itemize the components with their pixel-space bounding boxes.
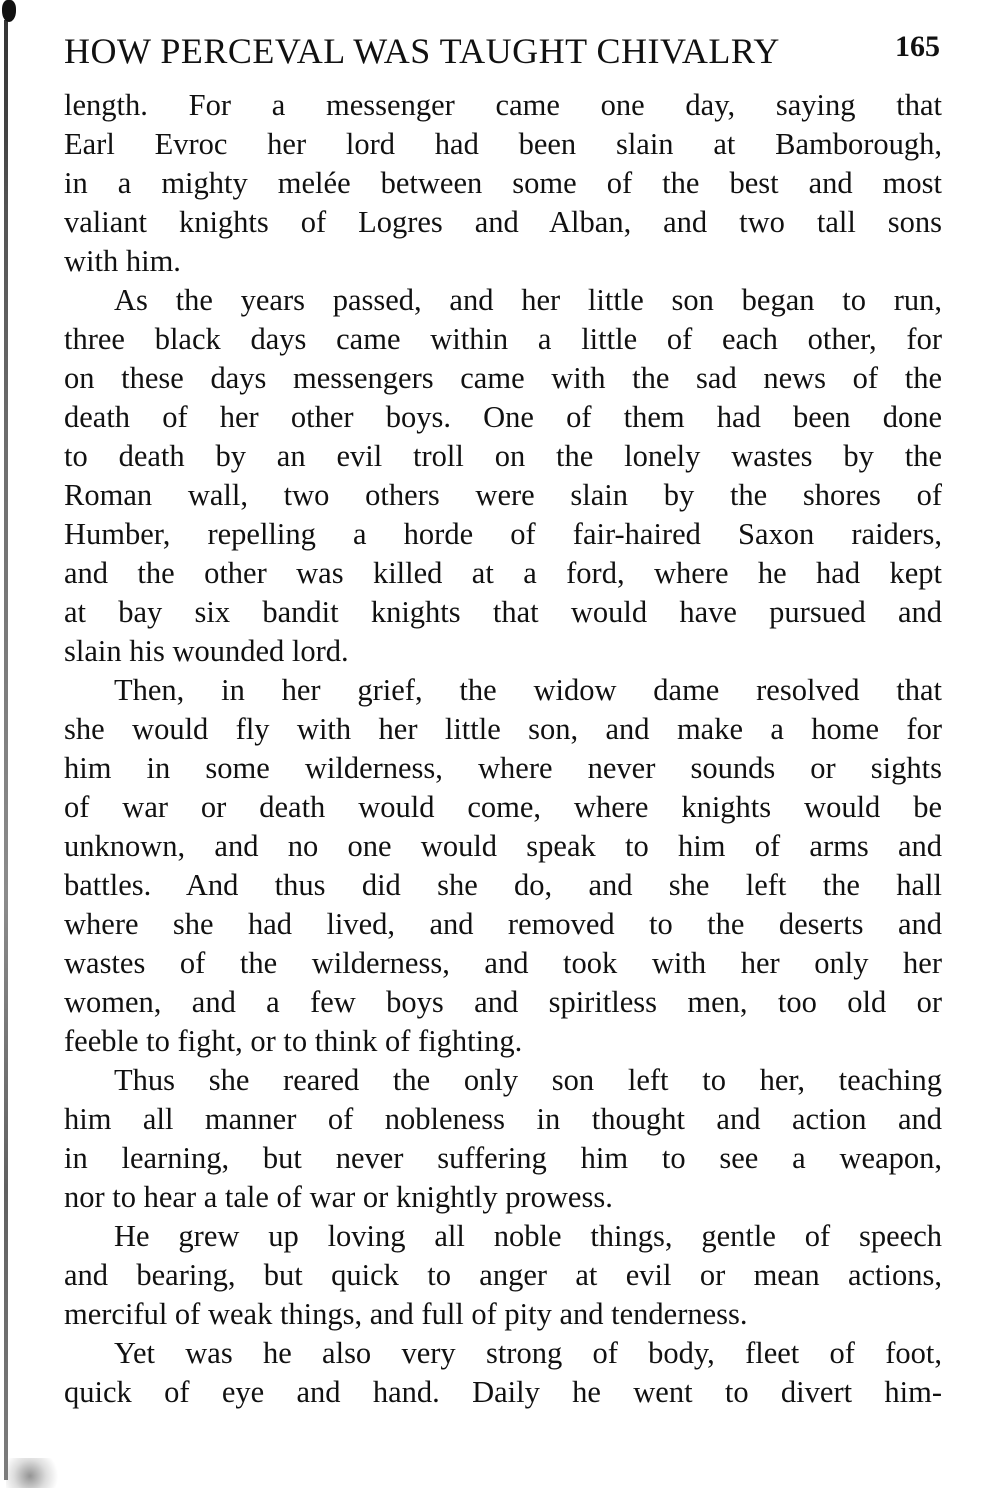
text-line: she would fly with her little son, and make a home for bbox=[64, 712, 942, 746]
text-line: battles. And thus did she do, and she left the hall bbox=[64, 868, 942, 902]
text-line: on these days messengers came with the sad news of the bbox=[64, 361, 942, 395]
text-line: Roman wall, two others were slain by the shores of bbox=[64, 478, 942, 512]
text-line: with him. bbox=[64, 244, 181, 278]
scan-smudge bbox=[6, 1458, 66, 1488]
text-line: three black days came within a little of each other, for bbox=[64, 322, 942, 356]
page-number: 165 bbox=[895, 30, 940, 63]
text-line: in a mighty melée between some of the best and most bbox=[64, 166, 942, 200]
running-title: HOW PERCEVAL WAS TAUGHT CHIVALRY bbox=[64, 31, 780, 71]
paragraph-2 bbox=[64, 281, 942, 671]
body-text bbox=[64, 86, 942, 1412]
text-line: him in some wilderness, where never sounds or sights bbox=[64, 751, 942, 785]
text-line: in learning, but never suffering him to see a weapon, bbox=[64, 1141, 942, 1175]
running-header bbox=[64, 26, 944, 76]
text-line: and bearing, but quick to anger at evil or mean actions, bbox=[64, 1258, 942, 1292]
paragraph-5 bbox=[64, 1217, 942, 1334]
text-line: and the other was killed at a ford, where he had kept bbox=[64, 556, 942, 590]
text-line: unknown, and no one would speak to him of arms and bbox=[64, 829, 942, 863]
text-line: valiant knights of Logres and Alban, and two tall sons bbox=[64, 205, 942, 239]
paragraph-6 bbox=[64, 1334, 942, 1412]
binding-mark bbox=[2, 0, 16, 22]
text-line: feeble to fight, or to think of fighting. bbox=[64, 1024, 523, 1058]
text-line: nor to hear a tale of war or knightly prowess. bbox=[64, 1180, 613, 1214]
text-line: Humber, repelling a horde of fair-haired Saxon raiders, bbox=[64, 517, 942, 551]
text-line: quick of eye and hand. Daily he went to divert him- bbox=[64, 1375, 942, 1409]
text-line: As the years passed, and her little son began to run, bbox=[114, 283, 942, 317]
text-line: slain his wounded lord. bbox=[64, 634, 349, 668]
text-line: Thus she reared the only son left to her, teaching bbox=[114, 1063, 942, 1097]
text-line: death of her other boys. One of them had been done bbox=[64, 400, 942, 434]
text-line: Earl Evroc her lord had been slain at Bamborough, bbox=[64, 127, 942, 161]
text-line: where she had lived, and removed to the deserts and bbox=[64, 907, 942, 941]
paragraph-3 bbox=[64, 671, 942, 1061]
text-line: length. For a messenger came one day, saying that bbox=[64, 88, 942, 122]
text-line: of war or death would come, where knights would be bbox=[64, 790, 942, 824]
paragraph-1 bbox=[64, 86, 942, 281]
text-line: Yet was he also very strong of body, fleet of foot, bbox=[114, 1336, 942, 1370]
text-line: merciful of weak things, and full of pity and tenderness. bbox=[64, 1297, 748, 1331]
text-line: He grew up loving all noble things, gentle of speech bbox=[114, 1219, 942, 1253]
text-line: at bay six bandit knights that would have pursued and bbox=[64, 595, 942, 629]
text-line: him all manner of nobleness in thought and action and bbox=[64, 1102, 942, 1136]
binding-edge bbox=[4, 20, 8, 1480]
text-line: wastes of the wilderness, and took with her only her bbox=[64, 946, 942, 980]
text-line: women, and a few boys and spiritless men, too old or bbox=[64, 985, 942, 1019]
paragraph-4 bbox=[64, 1061, 942, 1217]
text-line: to death by an evil troll on the lonely wastes by the bbox=[64, 439, 942, 473]
text-line: Then, in her grief, the widow dame resolved that bbox=[114, 673, 942, 707]
